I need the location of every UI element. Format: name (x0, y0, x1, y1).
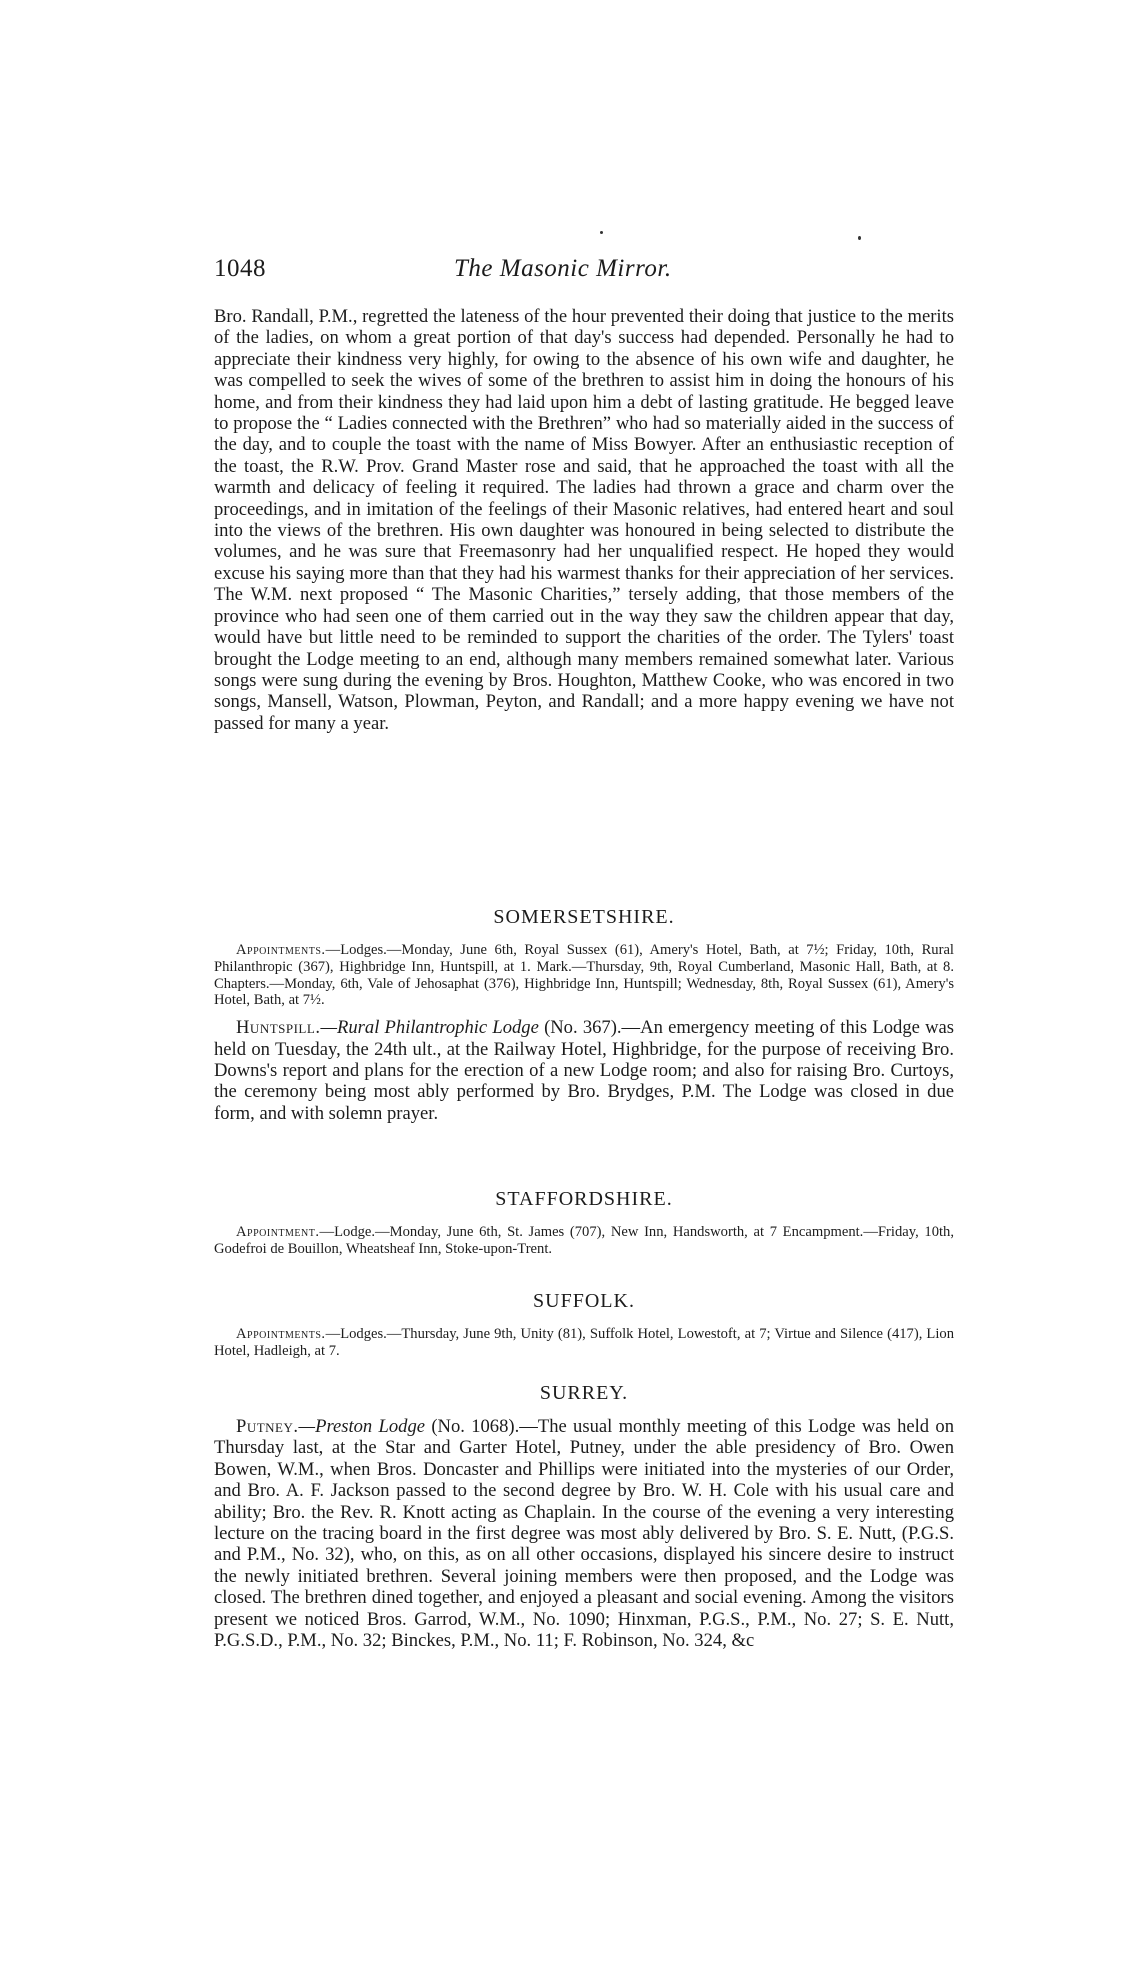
somerset-appointments-label: Appointments. (236, 942, 326, 958)
surrey-report-label: Putney. (236, 1416, 299, 1437)
stafford-appointments-text: —Lodge.—Monday, June 6th, St. James (707), New Inn, Handsworth, at 7 Encampment.—Friday, 10th, Godefroi de Bouillon, Wheatsheaf Inn, Stoke-upon-Trent. (214, 1224, 954, 1257)
surrey-report (214, 1416, 954, 1651)
somerset-heading: SOMERSETSHIRE. (493, 906, 675, 928)
somerset-report (214, 1017, 954, 1124)
print-speck (600, 231, 603, 234)
somerset-report-lodge: —Rural Philantrophic Lodge (320, 1017, 539, 1039)
somerset-appointments-text: —Lodges.—Monday, June 6th, Royal Sussex (61), Amery's Hotel, Bath, at 7½; Friday, 10th, Rural Philanthropic (367), Highbridge Inn, Huntspill, at 1. Mark.—Thursday, 9th, Royal Cumberland, Masonic Hall, Bath, at 8. Chapters.—Monday, 6th, Vale of Jehosaphat (376), Highbridge Inn, Huntspill; Wednesday, 8th, Royal Sussex (61), Amery's Hotel, Bath, at 7½. (214, 942, 954, 1009)
print-speck (858, 236, 861, 240)
intro-section (214, 306, 954, 734)
somerset-appointments (214, 942, 954, 1009)
somerset-section (214, 942, 954, 1124)
surrey-report-text: (No. 1068).—The usual monthly meeting of this Lodge was held on Thursday last, at the Star and Garter Hotel, Putney, under the able presidency of Bro. Owen Bowen, W.M., when Bros. Doncaster and Phillips were initiated into the mysteries of our Order, and Bro. A. F. Jackson passed to the second degree by Bro. W. H. Cole with his usual care and ability; Bro. the Rev. R. Knott acting as Chaplain. In the course of the evening a very interesting lecture on the tracing board in the first degree was most ably delivered by Bro. S. E. Nutt, (P.G.S. and P.M., No. 32), who, on this, as on all other occasions, displayed his sincere desire to instruct the newly initiated brethren. Several joining members were then proposed, and the Lodge was closed. The brethren dined together, and enjoyed a pleasant and social evening. Among the visitors present we noticed Bros. Garrod, W.M., No. 1090; Hinxman, P.G.S., P.M., No. 27; S. E. Nutt, P.G.S.D., P.M., No. 32; Binckes, P.M., No. 11; F. Robinson, No. 324, &c (214, 1416, 954, 1652)
somerset-report-text: (No. 367).—An emergency meeting of this Lodge was held on Tuesday, the 24th ult., at the Railway Hotel, Highbridge, for the purpose of receiving Bro. Downs's report and plans for the erection of a new Lodge room; and also for raising Bro. Curtoys, the ceremony being most ably performed by Bro. Brydges, P.M. The Lodge was closed in due form, and with solemn prayer. (214, 1017, 954, 1124)
suffolk-appointments (214, 1326, 954, 1360)
surrey-section (214, 1416, 954, 1651)
stafford-heading: STAFFORDSHIRE. (495, 1188, 673, 1210)
stafford-section (214, 1224, 954, 1258)
surrey-report-lodge: —Preston Lodge (298, 1416, 426, 1437)
somerset-report-label: Huntspill. (236, 1017, 321, 1039)
intro-paragraph: Bro. Randall, P.M., regretted the lateness of the hour prevented their doing that justice to the merits of the ladies, on whom a great portion of that day's success had depended. Personally he had to appreciate their kindness very highly, for owing to the absence of his own wife and daughter, he was compelled to seek the wives of some of the brethren to assist him in doing the honours of his home, and from their kindness they had laid upon him a debt of lasting gratitude. He begged leave to propose the “ Ladies connected with the Brethren” who had so materially aided in the success of the day, and to couple the toast with the name of Miss Bowyer. After an enthusiastic reception of the toast, the R.W. Prov. Grand Master rose and said, that he approached the toast with all the warmth and delicacy of feeling it required. The ladies had thrown a grace and charm over the proceedings, and in imitation of the feelings of their Masonic relatives, had entered heart and soul into the views of the brethren. His own daughter was honoured in being selected to distribute the volumes, and he was sure that Freemasonry had her unqualified respect. He hoped they would excuse his saying more than that they had his warmest thanks for their appreciation of her services. The W.M. next proposed “ The Masonic Charities,” tersely adding, that those members of the province who had seen one of them carried out in the way they saw the children appear that day, would have but little need to be reminded to support the charities of the order. The Tylers' toast brought the Lodge meeting to an end, although many members remained somewhat later. Various songs were sung during the evening by Bros. Houghton, Matthew Cooke, who was encored in two songs, Mansell, Watson, Plowman, Peyton, and Randall; and a more happy evening we have not passed for many a year. (214, 306, 954, 734)
page-header (214, 255, 954, 295)
suffolk-appointments-label: Appointments. (236, 1326, 326, 1342)
suffolk-heading: SUFFOLK. (533, 1290, 635, 1312)
page-number: 1048 (214, 255, 266, 282)
stafford-appointments-label: Appointment. (236, 1224, 320, 1240)
suffolk-section (214, 1326, 954, 1360)
stafford-appointments (214, 1224, 954, 1258)
running-title: The Masonic Mirror. (454, 255, 672, 282)
surrey-heading: SURREY. (539, 1382, 629, 1404)
suffolk-appointments-text: —Lodges.—Thursday, June 9th, Unity (81), Suffolk Hotel, Lowestoft, at 7; Virtue and Silence (417), Lion Hotel, Hadleigh, at 7. (214, 1326, 954, 1359)
